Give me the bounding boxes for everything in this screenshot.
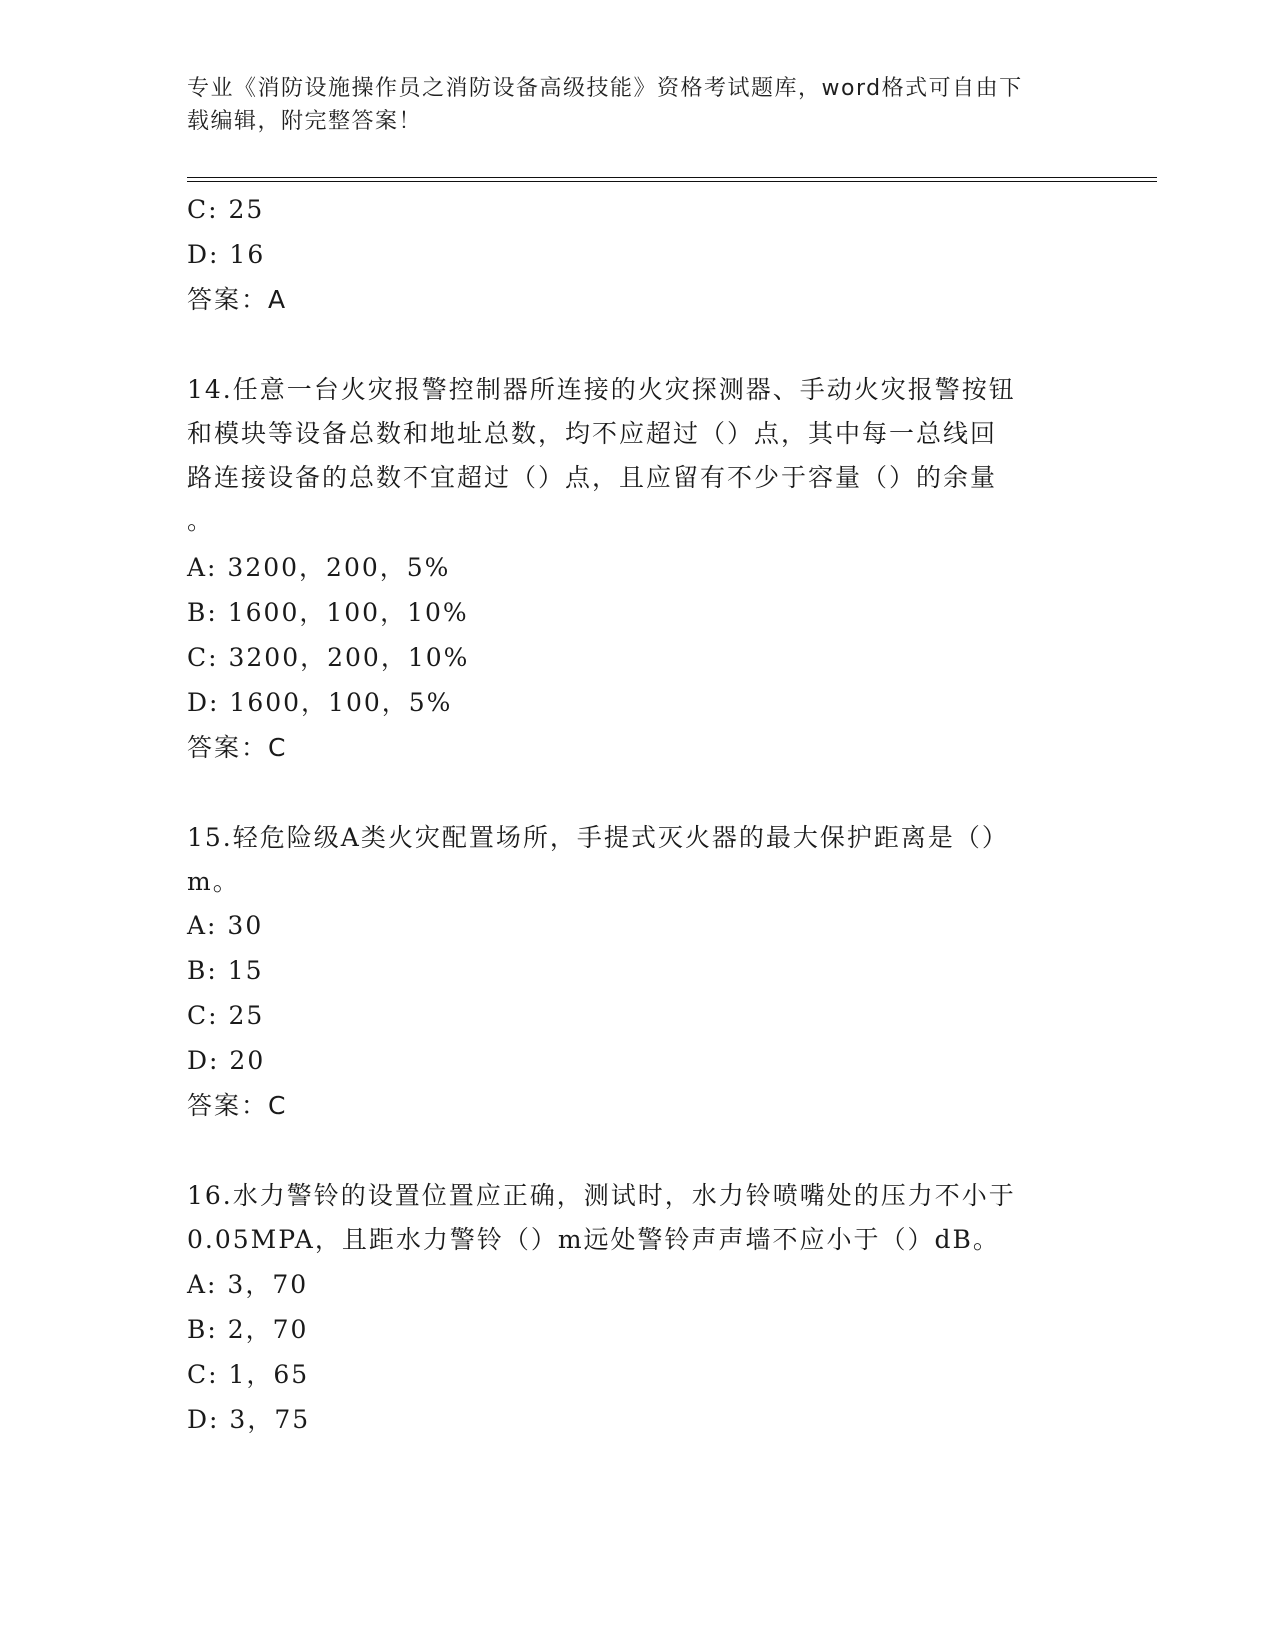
question-stem-line: 和模块等设备总数和地址总数，均不应超过（）点，其中每一总线回: [187, 419, 998, 448]
option-c: C: 3200，200，10%: [187, 643, 470, 672]
question-stem-line: 0.05MPA，且距水力警铃（）m远处警铃声声墙不应小于（）dB。: [187, 1225, 1000, 1254]
option-c: C: 25: [187, 1001, 265, 1030]
option-a: A: 30: [187, 911, 264, 940]
question-stem-line: 路连接设备的总数不宜超过（）点，且应留有不少于容量（）的余量: [187, 463, 998, 492]
answer-line: 答案：A: [187, 285, 288, 314]
question-stem-line: 。: [187, 506, 215, 535]
header-rule-bottom: [187, 181, 1157, 182]
document-header: [187, 72, 1067, 138]
option-b: B: 1600，100，10%: [187, 598, 469, 627]
question-stem-line: m。: [187, 867, 240, 896]
option-b: B: 2，70: [187, 1315, 309, 1344]
option-d: D: 16: [187, 240, 266, 269]
option-b: B: 15: [187, 956, 264, 985]
header-line-2: 载编辑，附完整答案！: [187, 109, 423, 134]
option-d: D: 1600，100，5%: [187, 688, 453, 717]
option-c: C: 1，65: [187, 1360, 310, 1389]
option-a: A: 3200，200，5%: [187, 553, 451, 582]
answer-line: 答案：C: [187, 733, 288, 762]
question-stem-line: 15.轻危险级A类火灾配置场所，手提式灭火器的最大保护距离是（）: [187, 823, 1009, 852]
question-stem-line: 16.水力警铃的设置位置应正确，测试时，水力铃喷嘴处的压力不小于: [187, 1181, 1016, 1210]
header-line-1: 专业《消防设施操作员之消防设备高级技能》资格考试题库，word格式可自由下: [187, 76, 1023, 101]
option-d: D: 20: [187, 1046, 266, 1075]
option-d: D: 3，75: [187, 1405, 311, 1434]
question-stem-line: 14.任意一台火灾报警控制器所连接的火灾探测器、手动火灾报警按钮: [187, 375, 1016, 404]
answer-line: 答案：C: [187, 1091, 288, 1120]
option-c: C: 25: [187, 195, 265, 224]
option-a: A: 3，70: [187, 1270, 309, 1299]
header-rule-top: [187, 177, 1157, 178]
